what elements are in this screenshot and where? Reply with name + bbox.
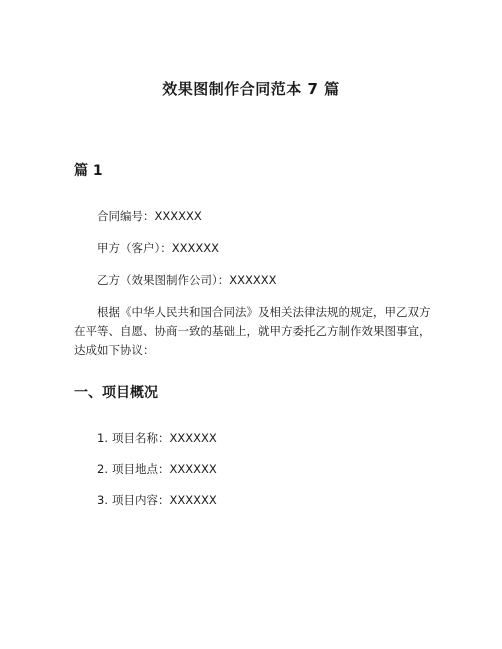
contract-number-line: 合同编号：XXXXXX	[97, 209, 202, 223]
list-item	[97, 462, 217, 477]
party-b-line: 乙方（效果图制作公司）：XXXXXX	[97, 273, 277, 287]
list-item-number: 2.	[97, 462, 108, 476]
list-item-number: 3.	[97, 493, 108, 507]
intro-paragraph	[74, 303, 442, 360]
intro-line: 在平等、自愿、协商一致的基础上，就甲方委托乙方制作效果图事宜，	[74, 324, 431, 338]
intro-line: 达成如下协议：	[74, 343, 155, 357]
list-item	[97, 493, 217, 508]
list-item-text: 项目名称：XXXXXX	[111, 431, 217, 445]
list-item-text: 项目内容：XXXXXX	[111, 493, 217, 507]
list-item-number: 1.	[97, 431, 108, 445]
section-heading-part-1: 篇 1	[74, 163, 103, 179]
project-overview-heading: 一、项目概况	[74, 385, 158, 401]
list-item-text: 项目地点：XXXXXX	[111, 462, 217, 476]
document-title: 效果图制作合同范本 7 篇	[162, 80, 340, 98]
intro-line: 根据《中华人民共和国合同法》及相关法律法规的规定，甲乙双方	[97, 305, 431, 319]
list-item	[97, 431, 217, 446]
party-a-line: 甲方（客户）：XXXXXX	[97, 241, 220, 255]
